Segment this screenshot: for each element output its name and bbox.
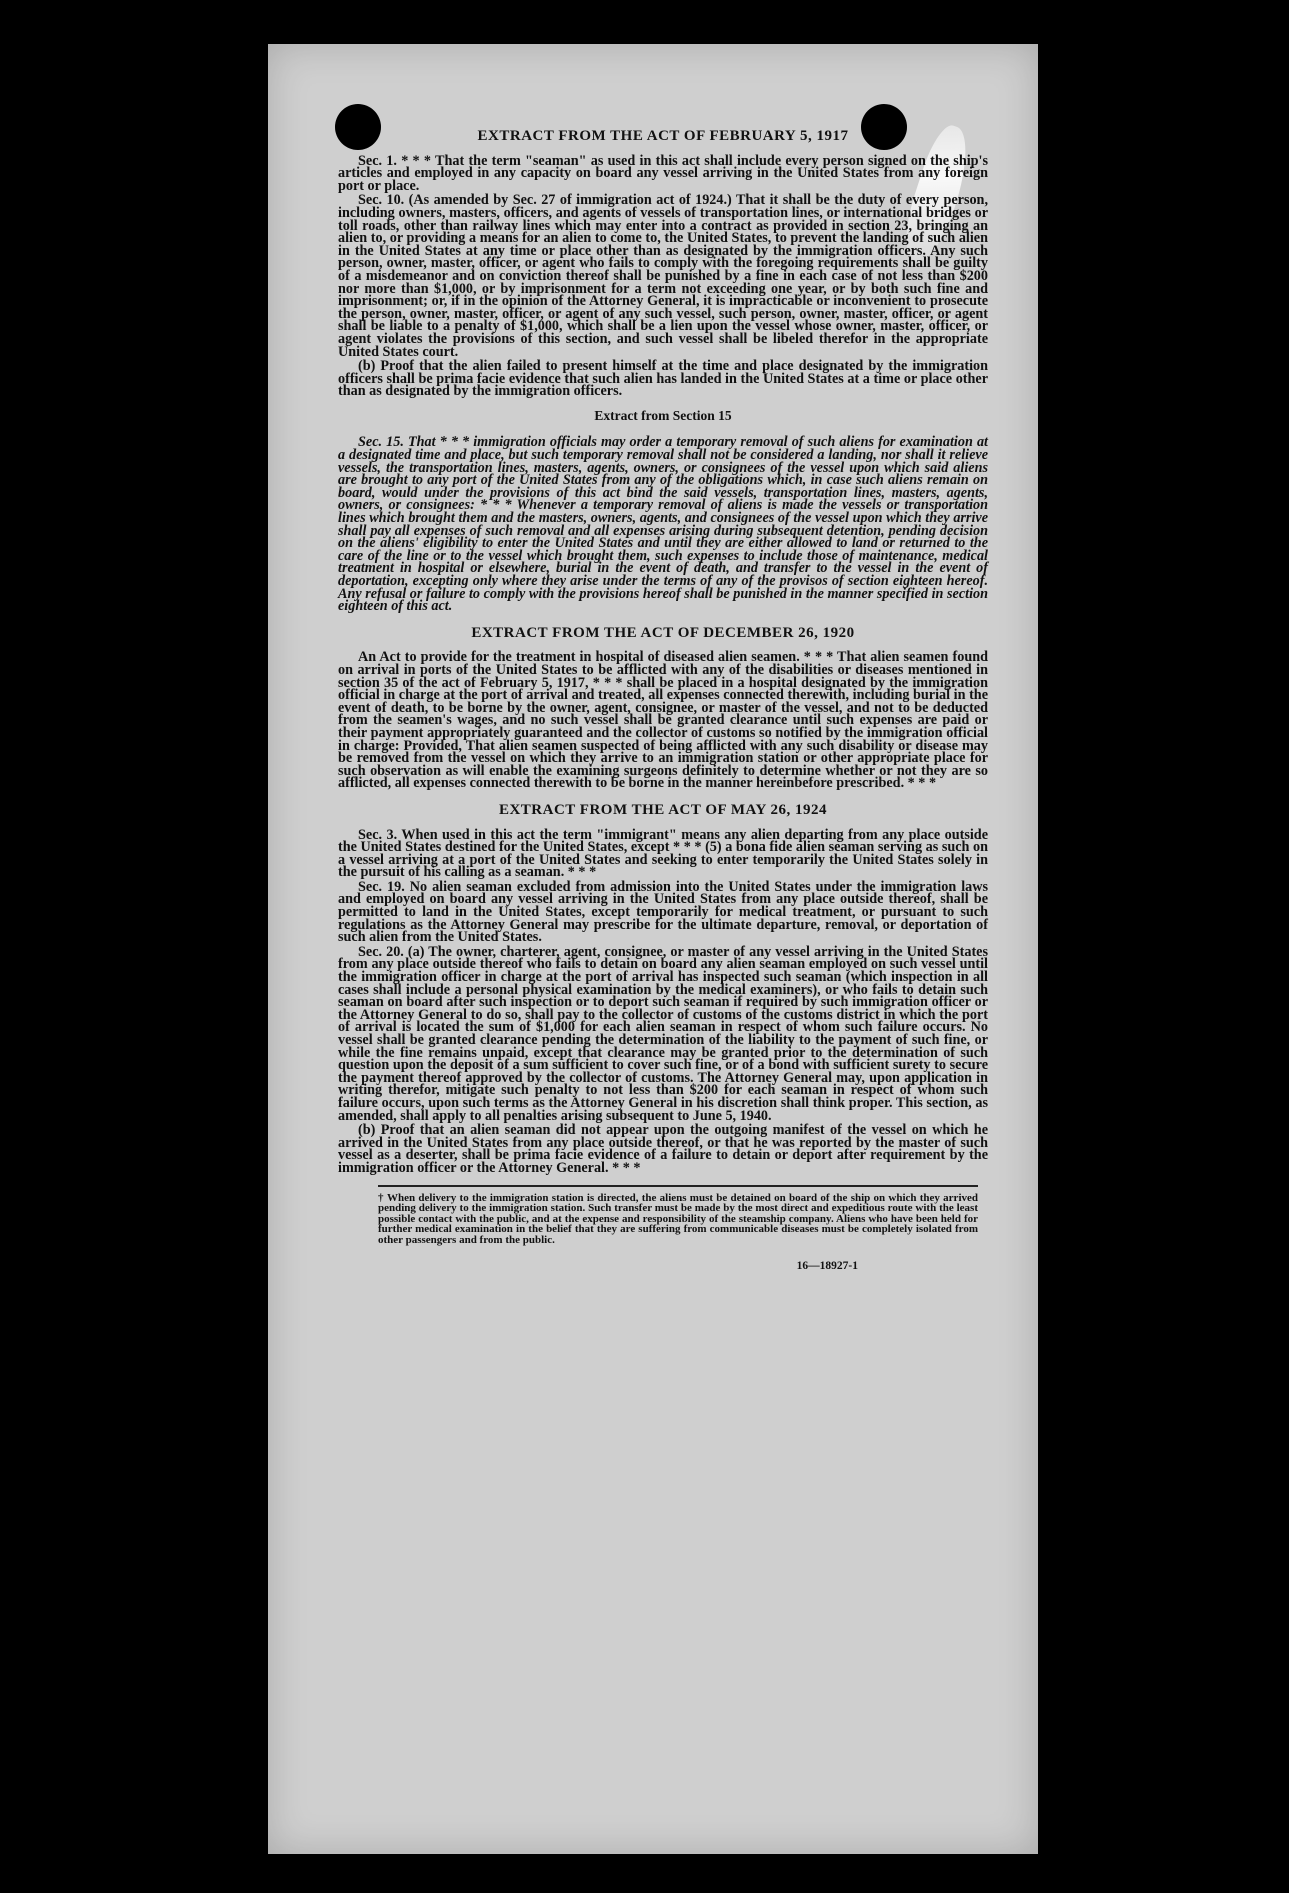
section-1: Sec. 1. * * * That the term "seaman" as used in this act shall include every person signed on the ship's articles and employed in any capacity on board any vessel arriving in the United States from any foreign port or place. [338, 152, 988, 194]
form-number: 16—18927-1 [796, 1259, 858, 1272]
heading-section-15: Extract from Section 15 [594, 407, 732, 423]
section-20: Sec. 20. (a) The owner, charterer, agent, consignee, or master of any vessel arriving in the United States from any place outside thereof who fails to detain on board any alien seaman employed on such vessel until the immigration officer in charge at the port of arrival has inspected such seaman (which inspection in all cases shall include a personal physical examination by the medical examiners), or who fails to detain such seaman on board after such inspection or to deport such seaman if required by such immigration officer or the Attorney General to do so, shall pay to the collector of customs of the customs district in which the port of arrival is located the sum of $1,000 for each alien seaman in respect of whom such failure occurs. No vessel shall be granted clearance pending the determination of the liability to the payment of such fine, or while the fine remains unpaid, except that clearance may be granted prior to the determination of such question upon the deposit of a sum sufficient to cover such fine, or of a bond with sufficient surety to secure the payment thereof approved by the collector of customs. The Attorney General may, upon application in writing therefor, mitigate such penalty to not less than $200 for each seaman in respect of whom such failure occurs, upon such terms as the Attorney General in his discretion shall think proper. This section, as amended, shall apply to all penalties arising subsequent to June 5, 1940. [338, 943, 988, 1124]
heading-act-1920: EXTRACT FROM THE ACT OF DECEMBER 26, 1920 [471, 624, 855, 641]
section-15: Sec. 15. That * * * immigration officials may order a temporary removal of such aliens for examination at a designated time and place, but such temporary removal shall not be considered a landing, nor shall it relieve vessels, the transportation lines, masters, agents, owners, or consignees of the vessel upon which said aliens are brought to any port of the United States from any of the obligations which, in case such aliens remain on board, would under the provisions of this act bind the said vessels, transportation lines, masters, agents, owners, or consignees: * * * Whenever a temporary removal of aliens is made the vessels or transportation lines which brought them and the masters, owners, agents, and consignees of the vessel upon which they arrive shall pay all expenses of such removal and all expenses arising during subsequent detention, pending decision on the aliens' eligibility to enter the United States and until they are either allowed to land or returned to the care of the line or to the vessel which brought them, such expenses to include those of maintenance, medical treatment in hospital or elsewhere, burial in the event of death, and transfer to the vessel in the event of deportation, excepting only where they arise under the terms of any of the provisos of section eighteen hereof. Any refusal or failure to comply with the provisions hereof shall be punished in the manner specified in section eighteen of this act. [338, 434, 988, 615]
section-10: Sec. 10. (As amended by Sec. 27 of immigration act of 1924.) That it shall be the duty of every person, including owners, masters, officers, and agents of vessels of transportation lines, or international bridges or toll roads, other than railway lines which may enter into a contract as provided in section 23, bringing an alien to, or providing a means for an alien to come to, the United States, to prevent the landing of such alien in the United States at any time or place other than as designated by the immigration officers. Any such person, owner, master, officer, or agent who fails to comply with the foregoing requirements shall be guilty of a misdemeanor and on conviction thereof shall be punished by a fine in each case of not less than $200 nor more than $1,000, or by imprisonment for a term not exceeding one year, or by both such fine and imprisonment; or, if in the opinion of the Attorney General, it is impracticable or inconvenient to prosecute the person, owner, master, officer, or agent of any such vessel, such person, owner, master, officer, or agent shall be liable to a penalty of $1,000, which shall be a lien upon the vessel whose owner, master, officer, or agent violates the provisions of this section, and such vessel shall be libeled therefor in the appropriate United States court. [338, 192, 988, 360]
heading-act-1924: EXTRACT FROM THE ACT OF MAY 26, 1924 [498, 801, 828, 818]
footnote: † When delivery to the immigration station is directed, the aliens must be detained on board of the ship on which they arrived pending delivery to the immigration station. Such transfer must be made by the most direct and expeditious route with the least possible contact with the public, and at the expense and responsibility of the steamship company. Aliens who have been held for further medical examination in the belief that they are suffering from communicable diseases must be completely isolated from other passengers and from the public. [378, 1191, 978, 1246]
section-19: Sec. 19. No alien seaman excluded from admission into the United States under the immigration laws and employed on board any vessel arriving in the United States from any place outside thereof, shall be permitted to land in the United States, except temporarily for medical treatment, or pursuant to such regulations as the Attorney General may prescribe for the ultimate departure, removal, or deportation of such alien from the United States. [338, 878, 988, 946]
heading-act-1917: EXTRACT FROM THE ACT OF FEBRUARY 5, 1917 [477, 128, 849, 144]
section-3: Sec. 3. When used in this act the term "immigrant" means any alien departing from any place outside the United States destined for the United States, except * * * (5) a bona fide alien seaman serving as such on a vessel arriving at a port of the United States and seeking to enter temporarily the United States solely in the pursuit of his calling as a seaman. * * * [338, 826, 988, 881]
footnote-divider [378, 1185, 978, 1187]
document-body [338, 124, 988, 1272]
document-sheet [268, 44, 1038, 1854]
section-20-b: (b) Proof that an alien seaman did not appear upon the outgoing manifest of the vessel on which he arrived in the United States from any place outside thereof, or that he was reported by the master of such vessel as a deserter, shall be prima facie evidence of a failure to detain or deport after requirement by the immigration officer or the Attorney General. * * * [338, 1122, 988, 1176]
section-10-b: (b) Proof that the alien failed to present himself at the time and place designated by the immigration officers shall be prima facie evidence that such alien has landed in the United States at a time or place other than as designated by the immigration officers. [338, 358, 988, 400]
act-1920-text: An Act to provide for the treatment in hospital of diseased alien seamen. * * * That alien seamen found on arrival in ports of the United States to be afflicted with any of the disabilities or diseases mentioned in section 35 of the act of February 5, 1917, * * * shall be placed in a hospital designated by the immigration official in charge at the port of arrival and treated, all expenses connected therewith, including burial in the event of death, to be borne by the owner, agent, consignee, or master of the vessel, and not to be deducted from the seamen's wages, and no such vessel shall be granted clearance until such expenses are paid or their payment appropriately guaranteed and the collector of customs so notified by the immigration official in charge: Provided, That alien seamen suspected of being afflicted with any such disability or disease may be removed from the vessel on which they arrive to an immigration station or other appropriate place for such observation as will enable the examining surgeons definitely to determine whether or not they are so afflicted, all expenses connected therewith to be borne in the manner hereinbefore prescribed. * * * [338, 649, 988, 792]
